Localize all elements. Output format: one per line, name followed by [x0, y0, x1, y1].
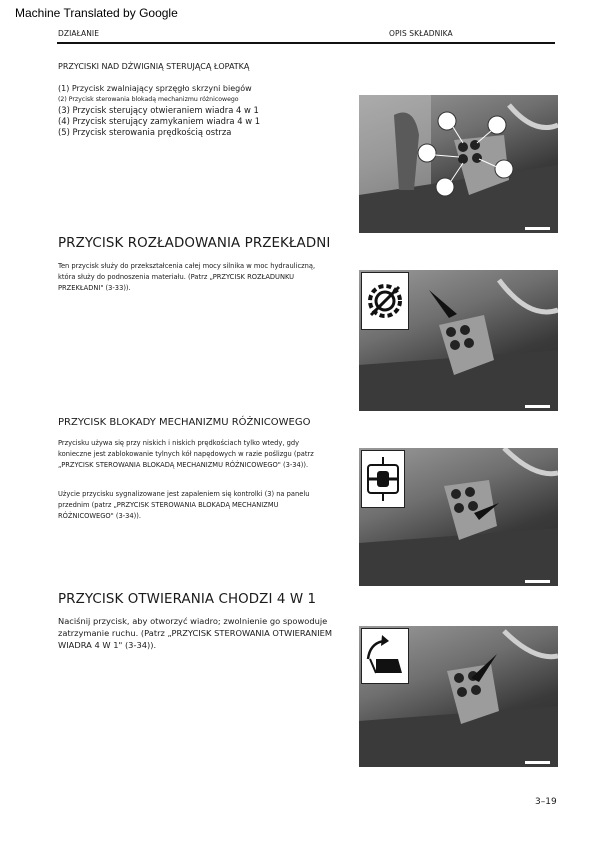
section2-line-3: PRZEKŁADNI" (3-33)). — [58, 284, 131, 292]
scale-bar — [525, 227, 550, 230]
section3-p2-line-1: Użycie przycisku sygnalizowane jest zapaleniem się kontrolki (3) na panelu — [58, 490, 310, 498]
section4-line-1: Naciśnij przycisk, aby otworzyć wiadro; zwolnienie go spowoduje — [58, 616, 328, 626]
bucket-open-icon — [361, 628, 409, 684]
section3-p1-line-3: „PRZYCISK STEROWANIA BLOKADĄ MECHANIZMU RÓŻNICOWEGO" (3-34)). — [58, 461, 309, 469]
lever-buttons-photo — [359, 95, 558, 233]
gear-cancel-icon — [361, 272, 409, 330]
section1-item-3: (3) Przycisk sterujący otwieraniem wiadra 4 w 1 — [58, 105, 259, 115]
bucket-open-photo — [359, 626, 558, 767]
section2-title: PRZYCISK ROZŁADOWANIA PRZEKŁADNI — [58, 236, 331, 251]
transmission-cutoff-photo — [359, 270, 558, 411]
section3-p2-line-3: RÓŻNICOWEGO" (3-34)). — [58, 512, 142, 520]
page-number: 3–19 — [535, 797, 557, 807]
section4-line-2: zatrzymanie ruchu. (Patrz „PRZYCISK STEROWANIA OTWIERANIEM — [58, 628, 333, 638]
section1-item-5: (5) Przycisk sterowania prędkością ostrza — [58, 127, 232, 137]
section4-title: PRZYCISK OTWIERANIA CHODZI 4 W 1 — [58, 592, 317, 607]
section2-line-2: która służy do podnoszenia materiału. (Patrz „PRZYCISK ROZŁADUNKU — [58, 273, 295, 281]
section3-title: PRZYCISK BLOKADY MECHANIZMU RÓŻNICOWEGO — [58, 417, 311, 428]
section1-item-2: (2) Przycisk sterowania blokadą mechanizmu różnicowego — [58, 96, 239, 103]
section1-item-4: (4) Przycisk sterujący zamykaniem wiadra 4 w 1 — [58, 116, 261, 126]
header-right: OPIS SKŁADNIKA — [389, 29, 453, 38]
arrow-icon — [429, 290, 457, 318]
section1-title: PRZYCISKI NAD DŹWIGNIĄ STERUJĄCĄ ŁOPATKĄ — [58, 62, 250, 71]
header-rule — [57, 42, 555, 44]
diff-lock-photo — [359, 448, 558, 586]
section2-line-1: Ten przycisk służy do przekształcenia całej mocy silnika w moc hydrauliczną, — [58, 262, 316, 270]
header-left: DZIAŁANIE — [58, 29, 100, 38]
lever-illustration — [359, 95, 558, 233]
machine-translated-banner: Machine Translated by Google — [15, 6, 178, 20]
section3-p2-line-2: przednim (patrz „PRZYCISK STEROWANIA BLOKADĄ MECHANIZMU — [58, 501, 279, 509]
diff-lock-icon — [361, 450, 405, 508]
section3-p1-line-1: Przycisku używa się przy niskich i niskich prędkościach tylko wtedy, gdy — [58, 439, 300, 447]
section3-p1-line-2: konieczne jest zablokowanie tylnych kół napędowych w razie poślizgu (patrz — [58, 450, 314, 458]
section1-item-1: (1) Przycisk zwalniający sprzęgło skrzyni biegów — [58, 84, 252, 93]
section4-line-3: WIADRA 4 W 1" (3-34)). — [58, 640, 157, 650]
